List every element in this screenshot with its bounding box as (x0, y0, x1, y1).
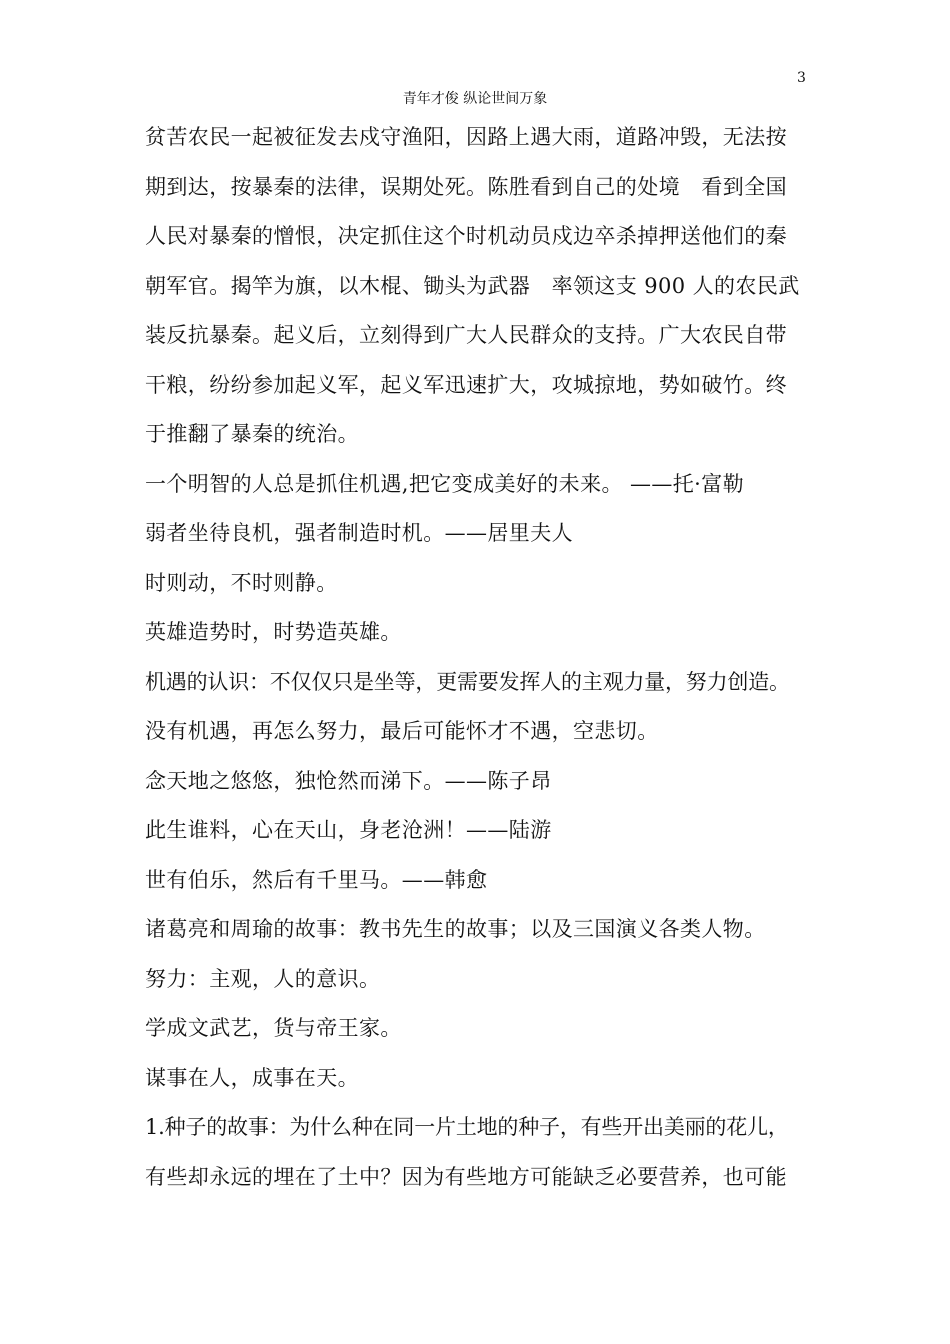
page-header: 青年才俊 纵论世间万象 (402, 91, 548, 107)
text-line: 朝军官。揭竿为旗，以木棍、锄头为武器 率领这支 900 人的农民武 (145, 273, 800, 298)
text-line: 装反抗暴秦。起义后，立刻得到广大人民群众的支持。广大农民自带 (145, 323, 787, 347)
document-body (145, 113, 810, 1202)
text-line: 诸葛亮和周瑜的故事：教书先生的故事；以及三国演义各类人物。 (145, 917, 766, 941)
text-line: 努力：主观，人的意识。 (145, 966, 381, 991)
quote-line: 时则动，不时则静。 (145, 570, 338, 595)
quote-line: 一个明智的人总是抓住机遇,把它变成美好的未来。 ——托·富勒 (145, 471, 745, 496)
quote-line: 谋事在人，成事在天。 (145, 1065, 359, 1090)
text-line: 1.种子的故事：为什么种在同一片土地的种子，有些开出美丽的花儿， (145, 1115, 789, 1139)
quote-line: 世有伯乐，然后有千里马。——韩愈 (145, 867, 488, 892)
text-line: 没有机遇，再怎么努力，最后可能怀才不遇，空悲切。 (145, 719, 659, 743)
quote-line: 此生谁料，心在天山，身老沧洲！——陆游 (145, 818, 552, 842)
quote-line: 念天地之悠悠，独怆然而涕下。——陈子昂 (145, 768, 552, 793)
text-line: 有些却永远的埋在了土中？因为有些地方可能缺乏必要营养，也可能 (145, 1164, 787, 1189)
quote-line: 弱者坐待良机，强者制造时机。——居里夫人 (145, 521, 573, 545)
quote-line: 学成文武艺，货与帝王家。 (145, 1016, 402, 1040)
text-line: 人民对暴秦的憎恨，决定抓住这个时机动员戍边卒杀掉押送他们的秦 (145, 224, 787, 248)
text-line: 机遇的认识：不仅仅只是坐等，更需要发挥人的主观力量，努力创造。 (145, 669, 790, 694)
text-line: 于推翻了暴秦的统治。 (145, 422, 359, 446)
page-number: 3 (797, 70, 806, 86)
text-line: 贫苦农民一起被征发去戍守渔阳，因路上遇大雨，道路冲毁，无法按 (145, 125, 787, 149)
text-line: 期到达，按暴秦的法律，误期处死。陈胜看到自己的处境 看到全国 (145, 174, 787, 199)
quote-line: 英雄造势时，时势造英雄。 (145, 620, 402, 644)
text-line: 干粮，纷纷参加起义军，起义军迅速扩大，攻城掠地，势如破竹。终 (145, 372, 787, 397)
